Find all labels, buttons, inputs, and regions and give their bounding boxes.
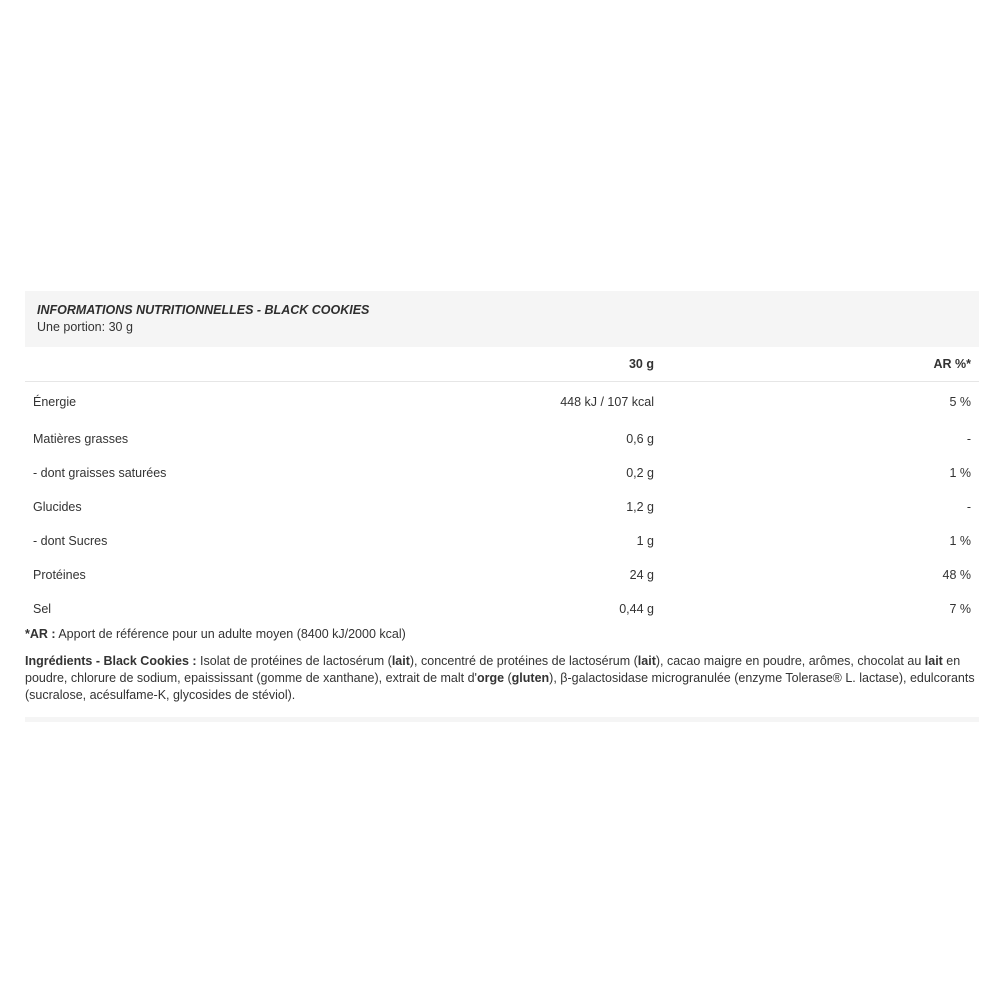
nutrient-name: Matières grasses bbox=[33, 432, 129, 446]
nutrient-name: Sel bbox=[33, 602, 52, 616]
ingredient-text: en poudre, chlorure de sodium, epaississant (gomme de xanthane), extrait de malt d' bbox=[25, 654, 961, 685]
nutrient-portion: 0,2 g bbox=[626, 466, 654, 480]
ingredient-text: ), cacao maigre en poudre, arômes, chocolat au bbox=[655, 654, 925, 668]
ingredient-highlight: gluten bbox=[511, 671, 550, 685]
ingredient-highlight: lait bbox=[391, 654, 410, 668]
nutrient-ar: 5 % bbox=[949, 395, 971, 409]
nutrient-portion: 448 kJ / 107 kcal bbox=[560, 395, 654, 409]
nutrient-ar: 7 % bbox=[949, 602, 971, 616]
nutrient-name: - dont Sucres bbox=[33, 534, 108, 548]
nutrient-portion: 1 g bbox=[636, 534, 654, 548]
panel-title: INFORMATIONS NUTRITIONNELLES - BLACK COOKIES bbox=[37, 303, 370, 317]
ingredient-highlight: Ingrédients - Black Cookies : bbox=[25, 654, 197, 668]
table-row bbox=[25, 422, 979, 456]
header-ar: AR %* bbox=[654, 347, 979, 382]
table-row bbox=[25, 382, 979, 423]
table-row bbox=[25, 592, 979, 626]
nutrient-ar: - bbox=[966, 500, 971, 514]
panel-bottom-divider bbox=[25, 717, 979, 722]
ingredient-text: Isolat de protéines de lactosérum ( bbox=[196, 654, 392, 668]
ingredients-list bbox=[25, 653, 979, 704]
serving-size: Une portion: 30 g bbox=[37, 320, 133, 334]
nutrient-ar: - bbox=[966, 432, 971, 446]
ingredient-text: ), concentré de protéines de lactosérum ( bbox=[409, 654, 638, 668]
nutrient-name: Énergie bbox=[33, 395, 77, 409]
ingredient-highlight: lait bbox=[637, 654, 656, 668]
nutrient-ar: 1 % bbox=[949, 534, 971, 548]
nutrition-table bbox=[25, 347, 979, 626]
nutrient-name: - dont graisses saturées bbox=[33, 466, 167, 480]
table-header-row bbox=[25, 347, 979, 382]
header-portion: 30 g bbox=[405, 347, 654, 382]
nutrient-ar: 1 % bbox=[949, 466, 971, 480]
note-label: *AR : bbox=[25, 627, 56, 641]
nutrition-panel bbox=[25, 291, 979, 722]
nutrient-name: Protéines bbox=[33, 568, 86, 582]
nutrient-portion: 1,2 g bbox=[626, 500, 654, 514]
ingredient-text: ( bbox=[504, 671, 512, 685]
table-row bbox=[25, 456, 979, 490]
nutrient-name: Glucides bbox=[33, 500, 82, 514]
nutrient-portion: 24 g bbox=[629, 568, 654, 582]
table-row bbox=[25, 490, 979, 524]
nutrient-portion: 0,6 g bbox=[626, 432, 654, 446]
table-row bbox=[25, 524, 979, 558]
note-text: Apport de référence pour un adulte moyen (8400 kJ/2000 kcal) bbox=[55, 627, 406, 641]
ingredient-highlight: lait bbox=[924, 654, 943, 668]
table-row bbox=[25, 558, 979, 592]
ingredient-highlight: orge bbox=[476, 671, 505, 685]
reference-intake-note bbox=[25, 626, 979, 643]
nutrient-portion: 0,44 g bbox=[619, 602, 654, 616]
header-nutrient bbox=[25, 347, 405, 382]
panel-header bbox=[25, 291, 979, 347]
ingredient-text: ), β-galactosidase microgranulée (enzyme Tolerase® L. lactase), edulcorants (sucralose, acésulfame-K, glycosides de stéviol). bbox=[25, 671, 975, 702]
nutrient-ar: 48 % bbox=[942, 568, 971, 582]
